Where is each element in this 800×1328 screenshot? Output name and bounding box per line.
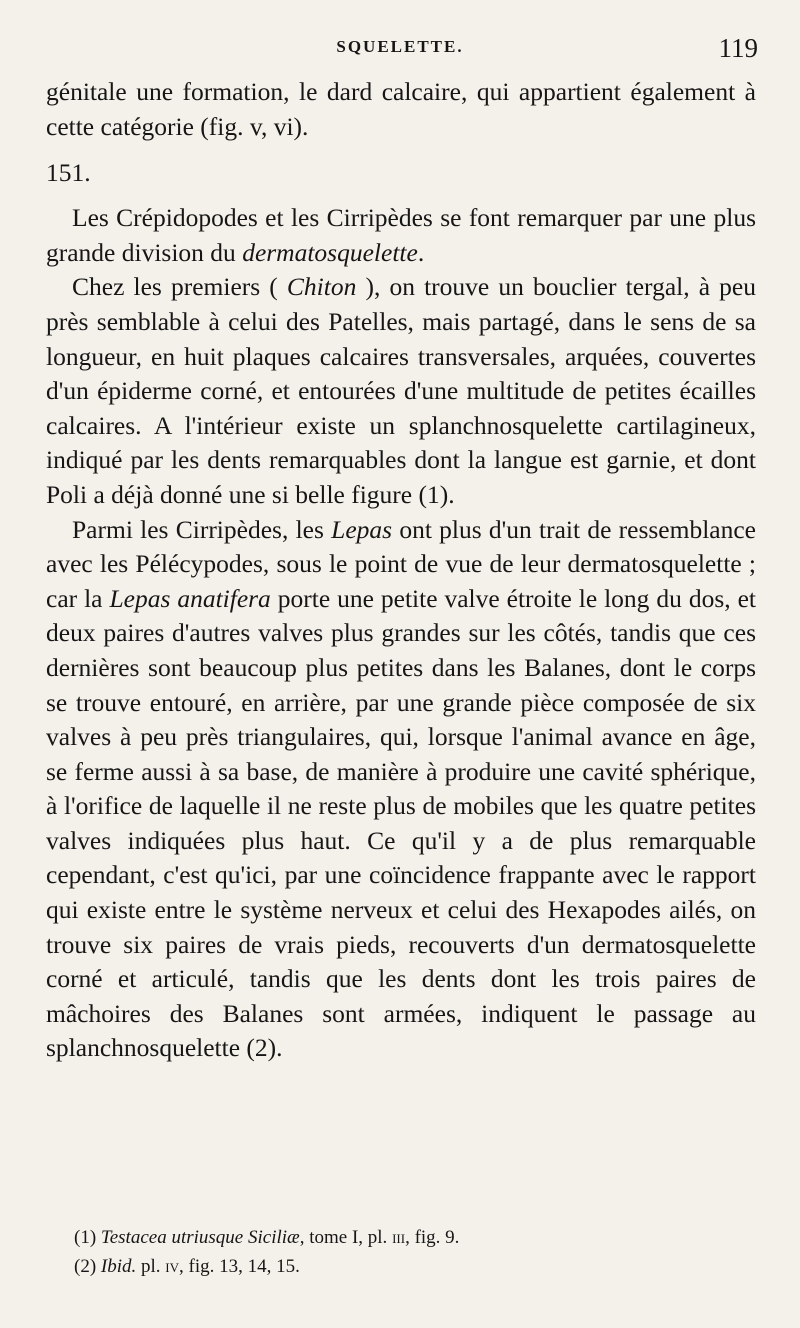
paragraph-text: Chez les premiers ( [72, 272, 287, 302]
body-text [46, 75, 756, 1066]
paragraph-text: Parmi les Cirripèdes, les [72, 514, 332, 544]
italic-term: Lepas [331, 514, 393, 544]
paragraph-text: porte une petite valve étroite le long du dos, et deux paires d'autres valves plus grandes sur les côtés, tandis que ces dernières sont beaucoup plus petites dans les Balanes, dont le corps se trouve entouré, en arrière, par une grande pièce composée de six valves à peu près triangulaires, qui, lorsque l'animal avance en âge, se ferme aussi à sa base, de manière à produire une cavité sphérique, à l'orifice de laquelle il ne reste plus de mobiles que les quatre petites valves indiquées plus haut. Ce qu'il y a de plus remarquable cependant, c'est qu'ici, par une coïncidence frappante avec le rapport qui existe entre le système nerveux et celui des Hexapodes ailés, on trouve six paires de vrais pieds, recouverts d'un dermatosquelette corné et articulé, tandis que les dents dont les trois paires de mâchoires des Balanes sont armées, indiquent le passage au splanchnosquelette (2). [46, 583, 756, 1063]
paragraph-text: ), on trouve un bouclier tergal, à peu près semblable à celui des Patelles, mais partagé, dans le sens de sa longueur, en huit plaques calcaires transversales, arquées, couvertes d'un épiderme corné, et entourées d'une multitude de petites écailles calcaires. A l'intérieur existe un splanchnosquelette cartilagineux, indiqué par les dents remarquables dont la langue est garnie, et dont Poli a déjà donné une si belle figure (1). [46, 272, 756, 509]
paragraph-2 [46, 270, 756, 512]
paragraph-text: Les Crépidopodes et les Cirripèdes se font remarquer par une plus grande division du [46, 203, 756, 267]
footnote-marker: (1) [74, 1227, 101, 1248]
footnote-text: , fig. 13, 14, 15. [179, 1256, 300, 1277]
paragraph-continuation [46, 75, 756, 144]
footnote-text: , tome I, pl. [299, 1227, 393, 1248]
footnote-2 [74, 1252, 754, 1281]
paragraph-text: génitale une formation, le dard calcaire, qui appartient également à cette catégorie (fig. v, vi). [46, 77, 756, 141]
footnote-1 [74, 1223, 754, 1252]
paragraph-3 [46, 513, 756, 1067]
italic-term: dermatosquelette [242, 237, 418, 267]
page-header [0, 33, 800, 73]
italic-term: Lepas anatifera [109, 583, 271, 613]
running-head: SQUELETTE. [336, 37, 464, 56]
section-number: 151. [46, 158, 91, 188]
footnote-title: Testacea utriusque Siciliæ [100, 1227, 300, 1248]
paragraph-text: . [417, 237, 425, 267]
footnote-plate: iii [392, 1227, 406, 1248]
page-number: 119 [718, 33, 758, 63]
footnote-text: pl. [136, 1256, 166, 1277]
footnote-plate: iv [165, 1256, 180, 1277]
footnote-ibid: Ibid. [100, 1256, 137, 1277]
paragraph-1 [46, 201, 756, 270]
italic-term: Chiton [286, 272, 357, 302]
paragraph-text: ont plus d'un trait de ressemblance avec les Pélécypodes, sous le point de vue de leur dermatosquelette ; car la [46, 514, 756, 613]
footnotes [74, 1223, 754, 1281]
footnote-marker: (2) [74, 1256, 101, 1277]
footnote-text: , fig. 9. [405, 1227, 460, 1248]
